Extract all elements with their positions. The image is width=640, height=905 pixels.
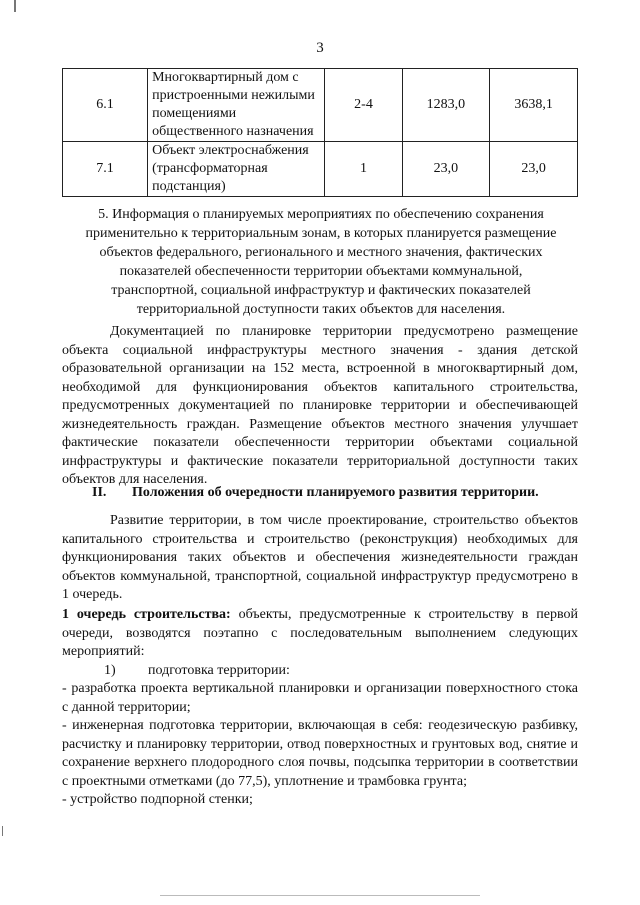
table-row bbox=[63, 69, 578, 142]
scan-edge-mark bbox=[14, 0, 16, 12]
heading-line: территориальной доступности таких объектов для населения. bbox=[136, 302, 506, 317]
area-cell: 23,0 bbox=[402, 142, 490, 197]
object-name-line: Объект электроснабжения bbox=[152, 143, 309, 158]
object-name-line: Многоквартирный дом с bbox=[152, 70, 299, 85]
heading-line: 5. Информация о планируемых мероприятиях по обеспечению сохранения bbox=[98, 207, 544, 222]
floors-cell: 1 bbox=[325, 142, 402, 197]
row-number: 6.1 bbox=[63, 69, 148, 142]
page-number: 3 bbox=[316, 40, 324, 56]
scan-edge-mark bbox=[2, 826, 3, 836]
objects-table bbox=[62, 68, 578, 197]
area-total-cell: 3638,1 bbox=[490, 69, 578, 142]
paragraph-text: Документацией по планировке территории предусмотрено размещение объекта социальной инфраструктуры местного значения - здания детской образовательной организации на 152 места, встроенной в многоквартирный дом, необходимой для функционирования объектов капитального строительства, предусмотренных документацией по планировке территории и обеспечивающей жизнедеятельность граждан. Размещение объектов местного значения улучшает фактические показатели обеспеченности территории объектами социальной инфраструктуры и фактические показатели территориальной доступности таких объектов для населения. bbox=[62, 324, 578, 487]
development-paragraph bbox=[62, 512, 578, 605]
section-5-heading bbox=[62, 205, 580, 319]
table-row bbox=[63, 142, 578, 197]
section-title: Положения об очередности планируемого развития территории. bbox=[132, 485, 539, 500]
bullet-item: - инженерная подготовка территории, включающая в себя: геодезическую разбивку, расчистку и планировку территории, отвод поверхностных и грунтовых вод, снятие и сохранение верхнего плодородного слоя почвы, подсыпка территории в соответствии с проектными отметками (до 77,5), уплотнение и трамбовка грунта; bbox=[62, 718, 578, 789]
area-cell: 1283,0 bbox=[402, 69, 490, 142]
object-name bbox=[148, 142, 325, 197]
object-name-line: подстанция) bbox=[152, 179, 226, 194]
heading-line: применительно к территориальным зонам, в которых планируется размещение bbox=[85, 226, 557, 241]
object-name-line: (трансформаторная bbox=[152, 161, 268, 176]
area-total-cell: 23,0 bbox=[490, 142, 578, 197]
paragraph-text: Развитие территории, в том числе проектирование, строительство объектов капитального строительства и строительство (реконструкция) необходимых для функционирования таких объектов и обеспечения жизнедеятельности граждан объектов коммунальной, транспортной, социальной инфраструктур предусмотрено в 1 очередь. bbox=[62, 513, 578, 602]
floors-cell: 2-4 bbox=[325, 69, 402, 142]
row-number: 7.1 bbox=[63, 142, 148, 197]
step-item bbox=[62, 662, 578, 681]
stage-intro bbox=[62, 606, 578, 662]
object-name-line: пристроенными нежилыми bbox=[152, 88, 315, 103]
step-number: 1) bbox=[104, 662, 116, 678]
object-name-line: общественного назначения bbox=[152, 124, 314, 139]
section-numeral: II. bbox=[92, 485, 107, 500]
heading-line: объектов федерального, регионального и местного значения, фактических bbox=[99, 245, 543, 260]
object-name bbox=[148, 69, 325, 142]
step-text: подготовка территории: bbox=[148, 662, 290, 678]
object-name-line: помещениями bbox=[152, 106, 237, 121]
stage-label: 1 очередь строительства: bbox=[62, 607, 231, 622]
stage-block bbox=[62, 606, 578, 810]
stage-text: объекты, предусмотренные к строительству в первой очереди, возводятся поэтапно с последовательным выполнением следующих мероприятий: bbox=[62, 607, 578, 659]
bullet-item: - устройство подпорной стенки; bbox=[62, 792, 253, 807]
heading-line: транспортной, социальной инфраструктур и фактических показателей bbox=[111, 283, 531, 298]
section-2-heading bbox=[62, 485, 578, 501]
scan-edge-mark bbox=[160, 895, 480, 896]
planning-paragraph bbox=[62, 323, 578, 490]
heading-line: показателей обеспеченности территории объектами коммунальной, bbox=[119, 264, 523, 279]
bullet-item: - разработка проекта вертикальной планировки и организации поверхностного стока с данной территории; bbox=[62, 681, 578, 715]
